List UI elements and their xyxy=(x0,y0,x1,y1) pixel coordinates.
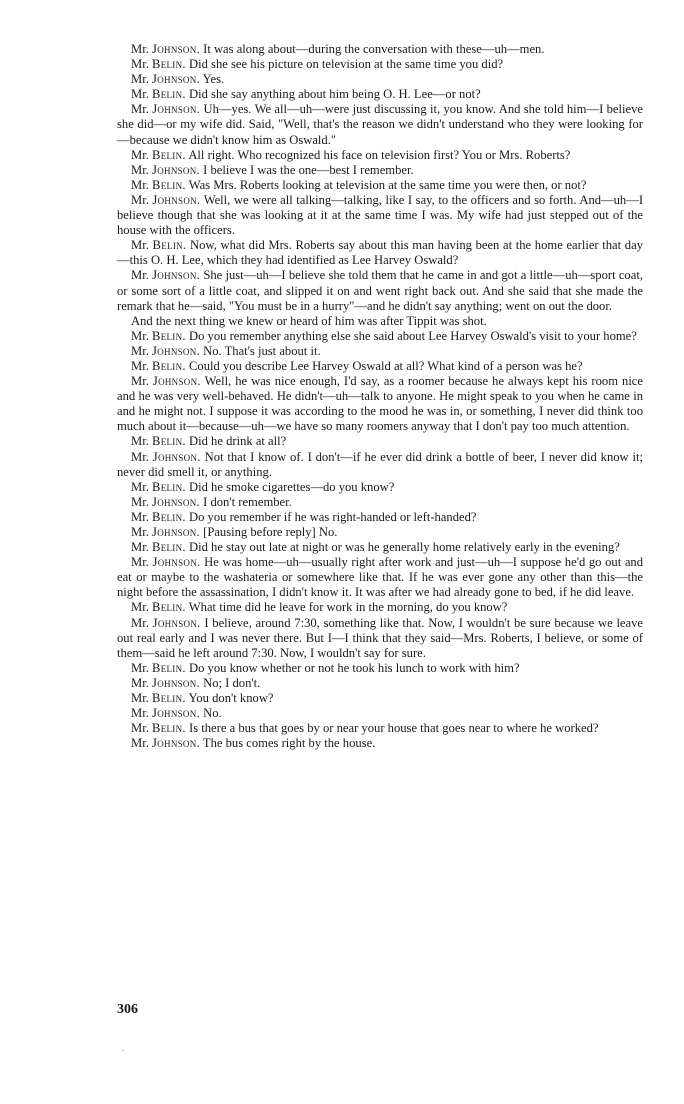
testimony-paragraph xyxy=(117,706,643,721)
speaker-title: Mr. xyxy=(131,192,149,207)
speech-text: Well, we were all talking—talking, like I say, to the officers and so forth. And—uh—I believe though that she was looking at it at the same time I was. My wife had just stepped out of the house with the officers. xyxy=(117,192,644,238)
speaker-name: Belin. xyxy=(152,540,186,555)
testimony-paragraph xyxy=(117,314,643,329)
speaker-title: Mr. xyxy=(131,42,149,56)
testimony-paragraph xyxy=(117,525,643,540)
speech-text: And the next thing we knew or heard of him was after Tippit was shot. xyxy=(131,313,487,328)
speaker-name: Belin. xyxy=(152,691,186,706)
speaker-name: Johnson. xyxy=(152,615,201,630)
testimony-paragraph xyxy=(117,329,643,344)
speaker-name: Belin. xyxy=(152,238,187,253)
speaker-name: Belin. xyxy=(152,479,186,494)
speech-text: I believe I was the one—best I remember. xyxy=(203,162,414,177)
speaker-name: Belin. xyxy=(152,509,186,524)
speech-text: [Pausing before reply] No. xyxy=(203,525,338,539)
speaker-title: Mr. xyxy=(131,525,149,539)
speech-text: You don't know? xyxy=(188,691,274,706)
speech-text: Yes. xyxy=(202,72,225,87)
testimony-paragraph xyxy=(117,87,643,102)
testimony-paragraph xyxy=(117,42,643,57)
speaker-name: Johnson. xyxy=(152,675,200,690)
speaker-name: Belin. xyxy=(152,87,186,102)
speech-text: Was Mrs. Roberts looking at television at the same time you were then, or not? xyxy=(188,177,587,192)
speaker-name: Belin. xyxy=(152,177,186,192)
speech-text: Did she say anything about him being O. H. Lee—or not? xyxy=(189,87,481,102)
speech-text: It was along about—during the conversation with these—uh—men. xyxy=(203,42,545,56)
speaker-title: Mr. xyxy=(131,343,149,358)
speaker-title: Mr. xyxy=(131,374,149,389)
speaker-title: Mr. xyxy=(131,555,149,570)
speaker-title: Mr. xyxy=(131,177,149,192)
speaker-title: Mr. xyxy=(131,615,149,630)
speaker-title: Mr. xyxy=(131,691,149,706)
speaker-name: Johnson. xyxy=(152,736,200,751)
speech-text: Did he drink at all? xyxy=(189,434,287,449)
speech-text: Did she see his picture on television at the same time you did? xyxy=(189,57,504,72)
speaker-title: Mr. xyxy=(131,87,149,102)
speaker-name: Belin. xyxy=(152,660,186,675)
testimony-paragraph xyxy=(117,540,643,555)
testimony-paragraph xyxy=(117,480,643,495)
testimony-paragraph xyxy=(117,721,643,736)
testimony-paragraph xyxy=(117,661,643,676)
speaker-name: Belin. xyxy=(152,328,186,343)
speaker-title: Mr. xyxy=(131,479,149,494)
testimony-paragraph xyxy=(117,495,643,510)
speaker-title: Mr. xyxy=(131,675,149,690)
speaker-title: Mr. xyxy=(131,328,149,343)
testimony-paragraph xyxy=(117,72,643,87)
speaker-title: Mr. xyxy=(131,600,149,615)
testimony-paragraph xyxy=(117,555,643,600)
speaker-title: Mr. xyxy=(131,434,149,449)
speaker-name: Johnson. xyxy=(152,102,201,117)
testimony-paragraph xyxy=(117,450,643,480)
speaker-title: Mr. xyxy=(131,72,149,87)
speaker-title: Mr. xyxy=(131,102,149,117)
speech-text: No; I don't. xyxy=(203,675,261,690)
speech-text: The bus comes right by the house. xyxy=(202,736,376,751)
speaker-title: Mr. xyxy=(131,268,149,283)
speaker-title: Mr. xyxy=(131,57,149,72)
testimony-paragraph xyxy=(117,102,643,147)
speech-text: Did he smoke cigarettes—do you know? xyxy=(189,479,395,494)
testimony-paragraph xyxy=(117,57,643,72)
speech-text: I believe, around 7:30, something like that. Now, I wouldn't be sure because we leave out real early and I was never there. But I—I think that they said—Mrs. Roberts, I believe, or some of them—said he left around 7:30. Now, I wouldn't say for sure. xyxy=(117,615,644,660)
speech-text: Is there a bus that goes by or near your house that goes near to where he worked? xyxy=(189,721,599,736)
speaker-title: Mr. xyxy=(131,238,149,253)
testimony-paragraph xyxy=(117,374,643,434)
speech-text: He was home—uh—usually right after work and just—uh—I suppose he'd go out and eat or maybe to the washateria or somewhere like that. If he was ever gone any other than this—the night before the assassination, I didn't know it. It was after we had already gone to bed, if he did leave. xyxy=(117,555,644,600)
speaker-name: Johnson. xyxy=(152,374,201,389)
speech-text: Do you remember anything else she said about Lee Harvey Oswald's visit to your home? xyxy=(189,328,637,343)
speaker-title: Mr. xyxy=(131,509,149,524)
speaker-title: Mr. xyxy=(131,540,149,555)
speaker-title: Mr. xyxy=(131,736,149,751)
speech-text: All right. Who recognized his face on television first? You or Mrs. Roberts? xyxy=(188,147,571,162)
speaker-name: Johnson. xyxy=(152,72,200,87)
speaker-name: Johnson. xyxy=(152,525,200,539)
speech-text: Could you describe Lee Harvey Oswald at all? What kind of a person was he? xyxy=(189,358,583,373)
testimony-paragraph xyxy=(117,359,643,374)
testimony-paragraph xyxy=(117,736,643,751)
testimony-paragraph xyxy=(117,178,643,193)
speech-text: Not that I know of. I don't—if he ever did drink a bottle of beer, I never did know it; never did smell it, or anything. xyxy=(117,449,644,479)
speaker-name: Johnson. xyxy=(152,192,201,207)
testimony-paragraph xyxy=(117,434,643,449)
testimony-paragraph xyxy=(117,193,643,238)
testimony-paragraph xyxy=(117,510,643,525)
testimony-paragraph xyxy=(117,148,643,163)
testimony-paragraph xyxy=(117,616,643,661)
scan-speck xyxy=(122,1050,124,1051)
speaker-title: Mr. xyxy=(131,721,149,736)
speech-text: No. That's just about it. xyxy=(203,343,321,358)
testimony-paragraph xyxy=(117,600,643,615)
testimony-paragraph xyxy=(117,268,643,313)
speech-text: Uh—yes. We all—uh—were just discussing it, you know. And she told him—I believe she did—or my wife did. Said, "Well, that's the reason we didn't understand who they were looking for—because we didn't know him as Oswald." xyxy=(117,102,643,147)
testimony-paragraph xyxy=(117,691,643,706)
speaker-title: Mr. xyxy=(131,494,149,509)
speaker-title: Mr. xyxy=(131,706,149,721)
speaker-name: Johnson. xyxy=(152,449,201,464)
speaker-name: Johnson. xyxy=(152,343,200,358)
speech-text: Did he stay out late at night or was he generally home relatively early in the evening? xyxy=(189,540,620,555)
speaker-name: Belin. xyxy=(152,358,186,373)
speaker-name: Johnson. xyxy=(152,162,200,177)
testimony-text xyxy=(117,42,643,751)
speaker-name: Belin. xyxy=(152,600,186,615)
speech-text: What time did he leave for work in the morning, do you know? xyxy=(188,600,508,615)
speaker-name: Johnson. xyxy=(152,706,200,721)
speaker-name: Belin. xyxy=(152,721,186,736)
speaker-title: Mr. xyxy=(131,162,149,177)
speaker-title: Mr. xyxy=(131,358,149,373)
testimony-paragraph xyxy=(117,163,643,178)
speech-text: Well, he was nice enough, I'd say, as a roomer because he always kept his room nice and he was very well-behaved. He didn't—uh—talk to anyone. He might speak to you when he came in and he might not. I suppose it was according to the mood he was in, or something, I never did think too much about it—because—uh—we have so many roomers anyway that I don't pay too much attention. xyxy=(117,374,643,434)
speech-text: She just—uh—I believe she told them that he came in and got a little—uh—sport coat, or some sort of a little coat, and slipped it on and went right back out. And she said that she made the remark that he—said, "You must be in a hurry"—and he didn't say anything; went on out the door. xyxy=(117,268,643,313)
speaker-title: Mr. xyxy=(131,449,149,464)
speaker-name: Johnson. xyxy=(152,268,201,283)
speech-text: Do you know whether or not he took his lunch to work with him? xyxy=(189,660,520,675)
speaker-name: Johnson. xyxy=(152,555,201,570)
speech-text: Do you remember if he was right-handed or left-handed? xyxy=(189,509,477,524)
speech-text: Now, what did Mrs. Roberts say about this man having been at the home earlier that day—this O. H. Lee, which they had identified as Lee Harvey Oswald? xyxy=(117,238,643,268)
speech-text: I don't remember. xyxy=(203,494,292,509)
speaker-name: Belin. xyxy=(152,57,186,72)
testimony-paragraph xyxy=(117,676,643,691)
testimony-paragraph xyxy=(117,238,643,268)
page-number: 306 xyxy=(117,1002,138,1017)
speaker-name: Belin. xyxy=(152,434,186,449)
speaker-title: Mr. xyxy=(131,147,149,162)
speaker-title: Mr. xyxy=(131,660,149,675)
testimony-paragraph xyxy=(117,344,643,359)
speaker-name: Johnson. xyxy=(152,42,200,56)
speaker-name: Belin. xyxy=(152,147,186,162)
speaker-name: Johnson. xyxy=(152,494,200,509)
speech-text: No. xyxy=(203,706,222,721)
